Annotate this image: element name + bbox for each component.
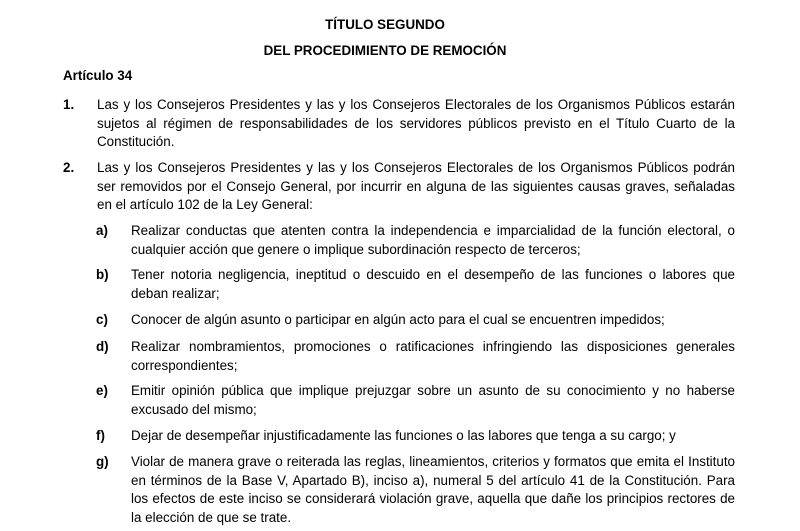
item-number: 1. bbox=[63, 97, 75, 112]
subitem-letter: d) bbox=[96, 339, 109, 354]
item-text: Las y los Consejeros Presidentes y las y los Consejeros Electorales de los Organismos Públicos estarán sujetos al régimen de responsabilidades de los servidores públicos previsto en el Título Cuarto de la Constitución. bbox=[97, 97, 735, 149]
subitem-letter: b) bbox=[96, 267, 109, 282]
subitem-text: Tener notoria negligencia, ineptitud o descuido en el desempeño de las funciones o labores que deban realizar; bbox=[131, 267, 735, 301]
subitem-text: Realizar conductas que atenten contra la independencia e imparcialidad de la función electoral, o cualquier acción que genere o implique subordinación respecto de terceros; bbox=[131, 223, 735, 257]
subitem-text: Realizar nombramientos, promociones o ratificaciones infringiendo las disposiciones generales correspondientes; bbox=[131, 339, 735, 373]
subitem-text: Violar de manera grave o reiterada las reglas, lineamientos, criterios y formatos que emita el Instituto en términos de la Base V, Apartado B), inciso a), numeral 5 del artículo 41 de la Constitución. Para los efectos de este inciso se considerará violación grave, aquella que dañe los principios rectores de la elección de que se trate. bbox=[131, 454, 735, 525]
subitem-d bbox=[96, 338, 735, 375]
subitem-letter: g) bbox=[96, 454, 109, 469]
numbered-item-2 bbox=[63, 159, 735, 215]
item-text: Las y los Consejeros Presidentes y las y los Consejeros Electorales de los Organismos Públicos podrán ser removidos por el Consejo General, por incurrir en alguna de las siguientes causas graves, señaladas en el artículo 102 de la Ley General: bbox=[97, 160, 735, 212]
subitem-e bbox=[96, 382, 735, 419]
subitem-f bbox=[96, 427, 735, 446]
subitem-letter: e) bbox=[96, 383, 108, 398]
subitem-c bbox=[96, 311, 735, 330]
subitem-letter: f) bbox=[96, 428, 105, 443]
subitem-g bbox=[96, 453, 735, 527]
subitem-b bbox=[96, 266, 735, 303]
title-heading: TÍTULO SEGUNDO bbox=[325, 17, 445, 32]
numbered-item-1 bbox=[63, 96, 735, 152]
subitem-text: Emitir opinión pública que implique prejuzgar sobre un asunto de su conocimiento y no haberse excusado del mismo; bbox=[131, 383, 735, 417]
item-number: 2. bbox=[63, 160, 75, 175]
subitem-a bbox=[96, 222, 735, 259]
subitem-text: Dejar de desempeñar injustificadamente las funciones o las labores que tenga a su cargo; y bbox=[131, 428, 676, 443]
subitem-letter: c) bbox=[96, 312, 108, 327]
article-label: Artículo 34 bbox=[63, 68, 133, 83]
subitem-text: Conocer de algún asunto o participar en algún acto para el cual se encuentren impedidos; bbox=[131, 312, 665, 327]
subtitle-heading: DEL PROCEDIMIENTO DE REMOCIÓN bbox=[263, 43, 507, 58]
subitem-letter: a) bbox=[96, 223, 108, 238]
